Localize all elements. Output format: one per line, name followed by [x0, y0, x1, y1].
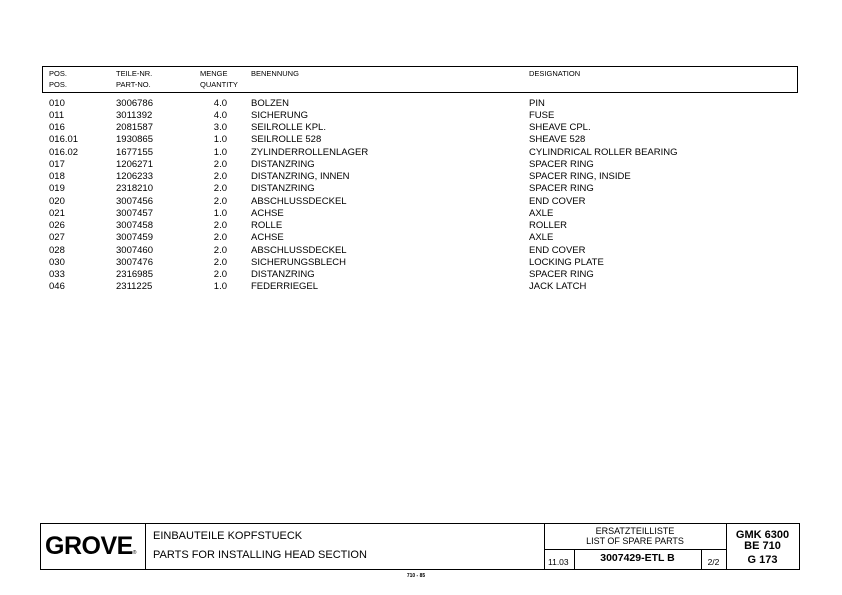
row-part-no: 2316985 — [116, 269, 153, 280]
row-designation: JACK LATCH — [529, 281, 587, 293]
row-benennung: ROLLE — [251, 220, 283, 231]
model-info: GMK 6300 BE 710 G 173 — [735, 529, 790, 566]
row-part-no: 3007459 — [116, 232, 153, 244]
row-benennung: SEILROLLE KPL. — [251, 122, 326, 133]
row-designation: AXLE — [529, 207, 554, 219]
header-part-no: TEILE-NR. PART-NO. — [116, 69, 153, 89]
row-quantity: 3.0 — [213, 122, 227, 133]
table-row — [0, 159, 842, 171]
row-designation: PIN — [529, 97, 545, 109]
row-designation: SHEAVE 528 — [529, 134, 586, 146]
row-benennung: DISTANZRING — [251, 183, 315, 195]
table-row — [0, 269, 842, 281]
row-quantity: 2.0 — [213, 195, 227, 207]
row-benennung: DISTANZRING — [251, 158, 315, 170]
row-benennung: ZYLINDERROLLENLAGER — [251, 146, 369, 158]
row-part-no: 2311225 — [116, 281, 153, 293]
row-benennung: ACHSE — [251, 207, 284, 219]
row-part-no: 1206233 — [116, 171, 153, 182]
row-part-no: 2081587 — [116, 122, 153, 133]
column-header-box — [42, 66, 798, 93]
row-designation: SPACER RING — [529, 183, 594, 195]
row-quantity: 2.0 — [213, 269, 227, 280]
row-designation: CYLINDRICAL ROLLER BEARING — [529, 146, 678, 158]
row-pos: 026 — [49, 220, 65, 231]
table-row — [0, 245, 842, 257]
table-row — [0, 122, 842, 134]
row-designation: END COVER — [529, 195, 586, 207]
row-designation: END COVER — [529, 244, 586, 256]
row-benennung: SICHERUNG — [251, 109, 309, 121]
row-pos: 016.02 — [49, 146, 79, 158]
row-quantity: 2.0 — [213, 220, 227, 231]
row-pos: 033 — [49, 269, 65, 280]
row-pos: 010 — [49, 97, 65, 109]
row-benennung: SICHERUNGSBLECH — [251, 256, 347, 268]
row-quantity: 1.0 — [213, 146, 227, 158]
row-part-no: 3007456 — [116, 195, 153, 207]
sheet-number: 2/2 — [707, 557, 720, 567]
row-pos: 028 — [49, 244, 65, 256]
table-row — [0, 281, 842, 293]
row-quantity: 2.0 — [213, 171, 227, 182]
table-row — [0, 220, 842, 232]
row-benennung: ABSCHLUSSDECKEL — [251, 195, 347, 207]
table-row — [0, 183, 842, 195]
row-designation: SPACER RING — [529, 269, 594, 280]
row-quantity: 1.0 — [213, 207, 227, 219]
table-row — [0, 196, 842, 208]
row-designation: SHEAVE CPL. — [529, 122, 591, 133]
row-pos: 019 — [49, 183, 65, 195]
row-pos: 020 — [49, 195, 65, 207]
row-quantity: 1.0 — [213, 281, 227, 293]
row-part-no: 3007457 — [116, 207, 153, 219]
row-benennung: SEILROLLE 528 — [251, 134, 322, 146]
row-designation: SPACER RING — [529, 158, 594, 170]
table-row — [0, 98, 842, 110]
row-designation: FUSE — [529, 109, 555, 121]
document-number: 3007429-ETL B — [600, 552, 675, 564]
row-part-no: 3007476 — [116, 256, 153, 268]
table-row — [0, 232, 842, 244]
page-reference: 710 - 85 — [406, 573, 426, 579]
list-label: ERSATZTEILLISTE LIST OF SPARE PARTS — [586, 526, 684, 546]
table-row — [0, 134, 842, 146]
row-part-no: 1206271 — [116, 158, 153, 170]
row-designation: AXLE — [529, 232, 554, 244]
row-part-no: 3007458 — [116, 220, 153, 231]
row-designation: LOCKING PLATE — [529, 256, 604, 268]
row-pos: 021 — [49, 207, 65, 219]
row-pos: 016.01 — [49, 134, 79, 146]
row-part-no: 3011392 — [116, 109, 153, 121]
row-pos: 011 — [49, 109, 65, 121]
row-quantity: 2.0 — [213, 183, 227, 195]
row-quantity: 2.0 — [213, 256, 227, 268]
row-pos: 027 — [49, 232, 65, 244]
row-designation: ROLLER — [529, 220, 568, 231]
row-quantity: 2.0 — [213, 244, 227, 256]
table-row — [0, 257, 842, 269]
date-code: 11.03 — [548, 557, 569, 567]
table-row — [0, 171, 842, 183]
row-pos: 016 — [49, 122, 65, 133]
table-row — [0, 208, 842, 220]
row-benennung: DISTANZRING — [251, 269, 315, 280]
header-pos: POS. POS. — [49, 69, 67, 89]
row-quantity: 4.0 — [213, 97, 227, 109]
row-benennung: DISTANZRING, INNEN — [251, 171, 350, 182]
row-benennung: ABSCHLUSSDECKEL — [251, 244, 347, 256]
row-designation: SPACER RING, INSIDE — [529, 171, 631, 182]
row-quantity: 2.0 — [213, 232, 227, 244]
table-row — [0, 110, 842, 122]
row-quantity: 4.0 — [213, 109, 227, 121]
row-pos: 030 — [49, 256, 65, 268]
grove-logo: GROVE® — [45, 532, 136, 560]
header-quantity: MENGE QUANTITY — [200, 69, 238, 89]
row-quantity: 2.0 — [213, 158, 227, 170]
title-english: PARTS FOR INSTALLING HEAD SECTION — [153, 549, 367, 561]
header-designation: DESIGNATION — [529, 69, 581, 78]
title-german: EINBAUTEILE KOPFSTUECK — [153, 530, 303, 542]
row-benennung: ACHSE — [251, 232, 284, 244]
table-row — [0, 147, 842, 159]
row-quantity: 1.0 — [213, 134, 227, 146]
row-pos: 046 — [49, 281, 65, 293]
row-pos: 017 — [49, 158, 65, 170]
row-part-no: 1677155 — [116, 146, 153, 158]
title-block — [40, 523, 800, 570]
row-part-no: 1930865 — [116, 134, 153, 146]
row-part-no: 2318210 — [116, 183, 153, 195]
row-part-no: 3007460 — [116, 244, 153, 256]
row-benennung: FEDERRIEGEL — [251, 281, 319, 293]
row-part-no: 3006786 — [116, 97, 153, 109]
row-benennung: BOLZEN — [251, 97, 290, 109]
row-pos: 018 — [49, 171, 65, 182]
header-benennung: BENENNUNG — [251, 69, 299, 78]
